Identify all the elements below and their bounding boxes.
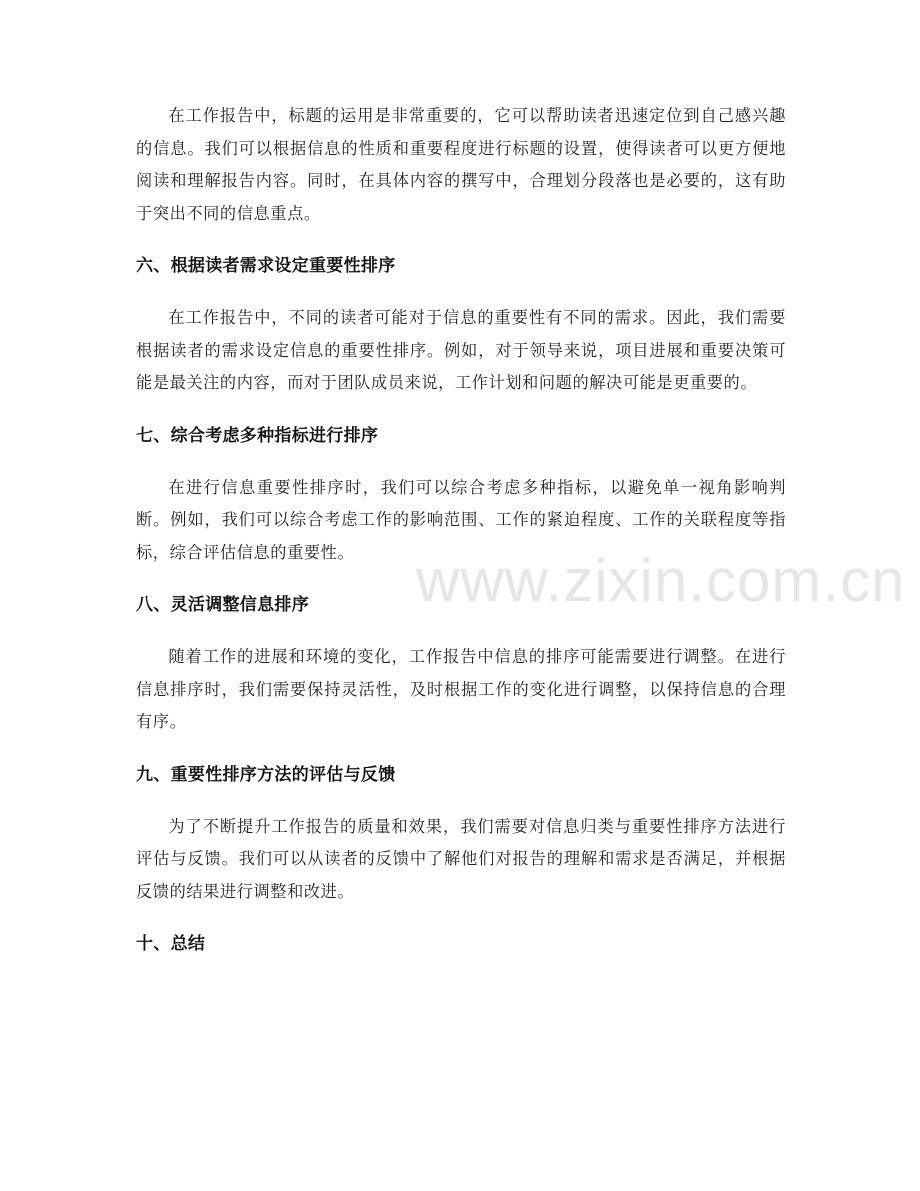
section-heading-7: 七、综合考虑多种指标进行排序 [136,425,379,446]
section-paragraph-7: 在进行信息重要性排序时，我们可以综合考虑多种指标，以避免单一视角影响判断。例如，我们可以综合考虑工作的影响范围、工作的紧迫程度、工作的关联程度等指标，综合评估信息的重要性。 [136,477,786,562]
section-paragraph-9: 为了不断提升工作报告的质量和效果，我们需要对信息归类与重要性排序方法进行评估与反馈。我们可以从读者的反馈中了解他们对报告的理解和需求是否满足，并根据反馈的结果进行调整和改进。 [136,816,786,901]
watermark-text: www.zixin.com.cn [416,547,906,614]
intro-paragraph: 在工作报告中，标题的运用是非常重要的，它可以帮助读者迅速定位到自己感兴趣的信息。我们可以根据信息的性质和重要程度进行标题的设置，使得读者可以更方便地阅读和理解报告内容。同时，在具体内容的撰写中，合理划分段落也是必要的，这有助于突出不同的信息重点。 [136,106,786,223]
section-heading-6: 六、根据读者需求设定重要性排序 [136,256,396,276]
section-heading-10: 十、总结 [136,934,206,954]
section-heading-8: 八、灵活调整信息排序 [136,595,309,615]
section-paragraph-8: 随着工作的进展和环境的变化，工作报告中信息的排序可能需要进行调整。在进行信息排序时，我们需要保持灵活性，及时根据工作的变化进行调整，以保持信息的合理有序。 [136,647,786,731]
section-heading-9: 九、重要性排序方法的评估与反馈 [136,764,396,785]
section-paragraph-6: 在工作报告中，不同的读者可能对于信息的重要性有不同的需求。因此，我们需要根据读者的需求设定信息的重要性排序。例如，对于领导来说，项目进展和重要决策可能是最关注的内容，而对于团队成员来说，工作计划和问题的解决可能是更重要的。 [136,308,786,392]
document-page [136,100,786,960]
